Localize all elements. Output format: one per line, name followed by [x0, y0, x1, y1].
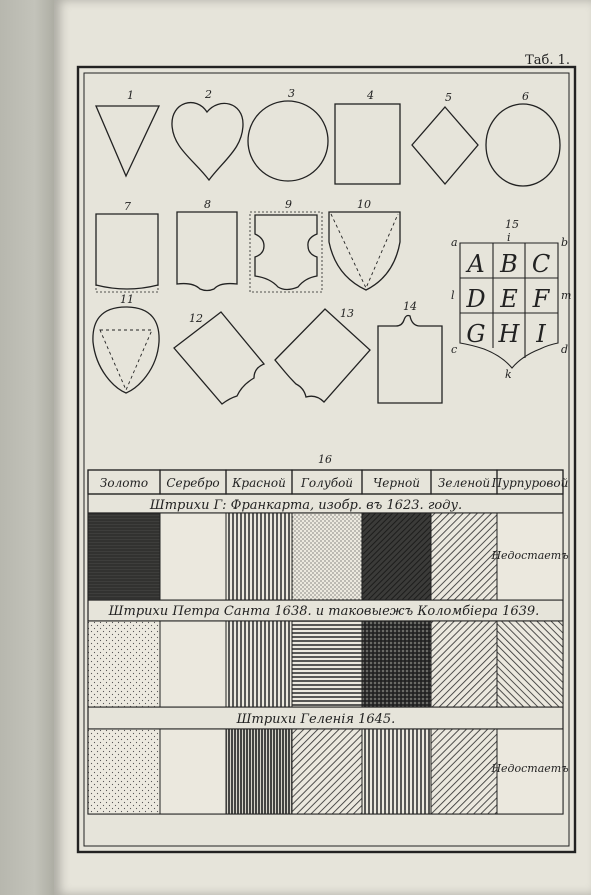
fig15-letter: A	[467, 250, 485, 278]
fig-number-9: 9	[285, 198, 292, 211]
fig15-corner-d: d	[561, 343, 569, 356]
fig15-side-l: l	[451, 289, 455, 302]
fig15-corner-a: a	[451, 236, 458, 249]
fig-number-15: 15	[505, 218, 519, 231]
fig1-triangle-shield	[96, 106, 159, 176]
missing-label-row3: Недостаетъ	[491, 762, 569, 775]
fig-number-1: 1	[127, 89, 134, 102]
section3-caption: Штрихи Геленiя 1645.	[236, 712, 396, 727]
tincture-header-label: Зеленой	[437, 476, 491, 490]
fig15-letter: I	[536, 320, 546, 348]
fig5-lozenge-shield	[412, 107, 478, 184]
swatch-s3-4	[362, 729, 431, 814]
swatch-s2-6	[497, 621, 563, 707]
tincture-header-label: Пурпуровой	[491, 476, 569, 490]
fig15-letter: F	[532, 285, 550, 313]
fig15-letter: C	[531, 250, 551, 278]
tincture-header-label: Красной	[232, 476, 286, 490]
tincture-header-row	[88, 470, 568, 494]
fig8-notched-shield	[177, 212, 237, 291]
fig-number-8: 8	[204, 198, 211, 211]
fig15-side-m: m	[561, 289, 572, 302]
fig-number-10: 10	[357, 198, 371, 211]
section2-caption: Штрихи Петра Санта 1638. и таковыежъ Коломбiера 1639.	[108, 604, 540, 619]
tincture-header-label: Черной	[373, 476, 420, 490]
fig11-dotted-lines	[100, 330, 152, 390]
swatch-s2-3	[292, 621, 362, 707]
fig-number-3: 3	[288, 87, 295, 100]
fig15-corner-b: b	[561, 236, 569, 249]
swatch-s1-5	[431, 513, 497, 600]
swatch-s2-4	[362, 621, 431, 707]
swatch-s2-2	[226, 621, 292, 707]
fig7-french-shield	[96, 214, 158, 289]
fig-number-11: 11	[120, 293, 134, 306]
fig15-corner-c: c	[451, 343, 458, 356]
swatch-s1-2	[226, 513, 292, 600]
fig-number-4: 4	[367, 89, 374, 102]
fig6-oval-shield	[486, 104, 560, 186]
fig11-rounded-shield	[93, 307, 159, 393]
fig-number-6: 6	[522, 90, 529, 103]
missing-label-row1: Недостаетъ	[491, 549, 569, 562]
fig14-bracket-shield	[378, 316, 442, 404]
swatch-s2-1	[160, 621, 226, 707]
fig15-letter: G	[466, 320, 486, 348]
fig7-dotted-frame	[96, 214, 158, 292]
fig3-round-shield	[248, 101, 328, 181]
swatch-s3-3	[292, 729, 362, 814]
swatch-s2-0	[88, 621, 160, 707]
plate-label: Таб. 1.	[525, 53, 570, 68]
fig15-letter: E	[500, 285, 518, 313]
tincture-header-label: Золото	[99, 476, 149, 490]
fig10-spanish-shield	[329, 212, 400, 290]
swatch-s3-5	[431, 729, 497, 814]
fig15-letter: D	[466, 285, 486, 313]
fig15-letter: H	[498, 320, 520, 348]
swatch-s3-1	[160, 729, 226, 814]
fig15-letter: B	[500, 250, 518, 278]
fig-number-12: 12	[189, 312, 203, 325]
fig9-scalloped-shield	[255, 215, 317, 290]
fig-number-7: 7	[124, 200, 131, 213]
fig15-side-k: k	[505, 368, 512, 381]
tincture-header-label: Голубой	[300, 476, 354, 490]
fig-number-13: 13	[340, 307, 354, 320]
swatch-s1-3	[292, 513, 362, 600]
fig-number-16: 16	[318, 453, 332, 466]
swatch-s1-0	[88, 513, 160, 600]
swatch-s1-4	[362, 513, 431, 600]
section1-caption: Штрихи Г: Франкарта, изобр. въ 1623. году.	[149, 498, 463, 513]
fig-number-2: 2	[205, 88, 212, 101]
swatch-s1-1	[160, 513, 226, 600]
fig10-dotted-lines	[331, 214, 398, 288]
fig15-side-i: i	[507, 231, 511, 244]
fig-number-5: 5	[445, 91, 452, 104]
tincture-header-label: Серебро	[166, 476, 220, 490]
swatch-s3-2	[226, 729, 292, 814]
fig13-tilted-shield	[275, 309, 370, 402]
fig12-tilted-shield	[174, 312, 264, 404]
fig9-dotted-frame	[250, 212, 322, 292]
fig4-square-shield	[335, 104, 400, 184]
swatch-s2-5	[431, 621, 497, 707]
fig2-heart-shield	[172, 103, 243, 180]
swatch-s3-0	[88, 729, 160, 814]
fig-number-14: 14	[403, 300, 417, 313]
